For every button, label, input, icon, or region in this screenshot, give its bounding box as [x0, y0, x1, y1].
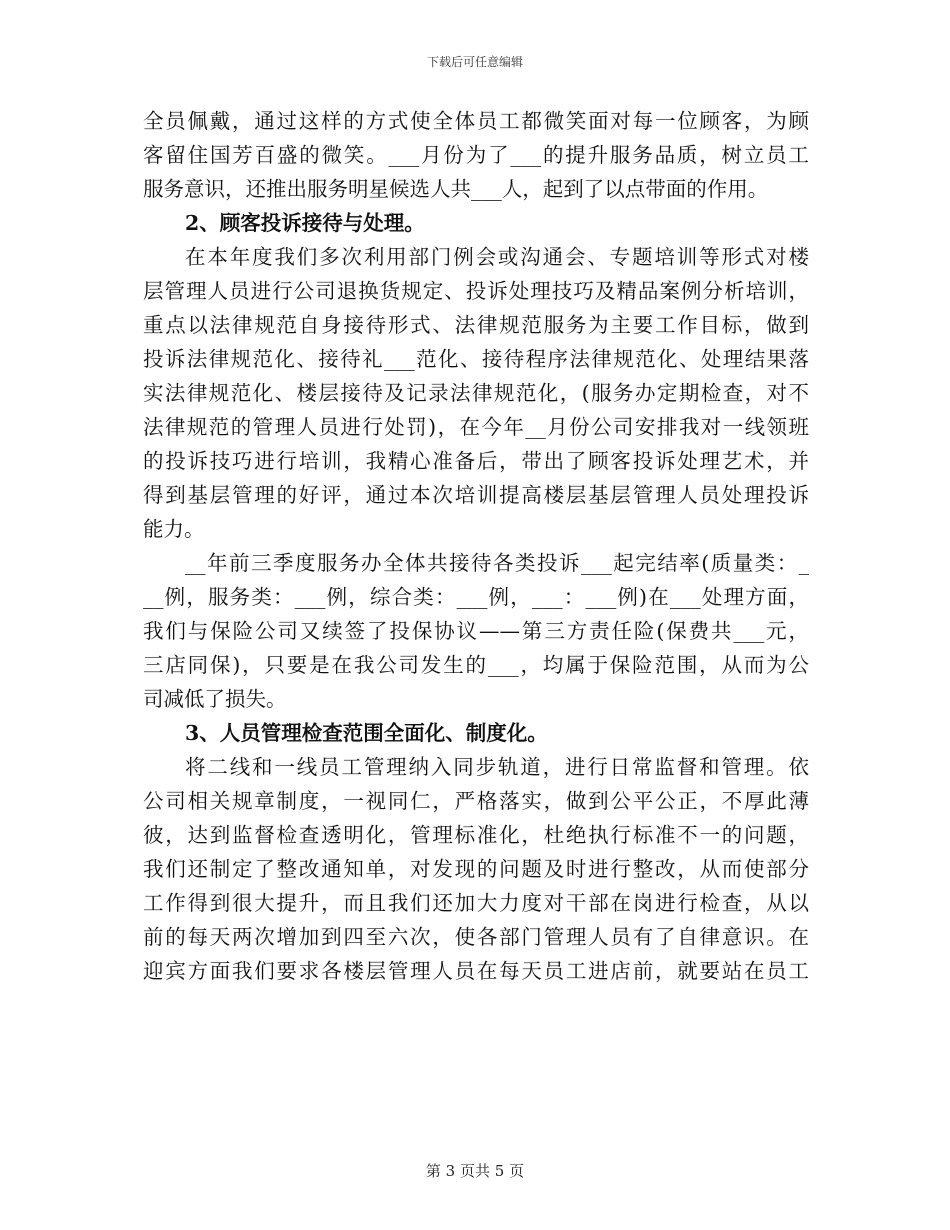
section-heading: 2、顾客投诉接待与处理。	[185, 211, 425, 235]
page-header: 下载后可任意编辑	[426, 55, 523, 69]
text-line: 彼，达到监督检查透明化，管理标准化，杜绝执行标准不一的问题，	[143, 823, 809, 847]
text-line: __年前三季度服务办全体共接待各类投诉___起完结率(质量类：_	[185, 551, 809, 575]
text-line: 将二线和一线员工管理纳入同步轨道，进行日常监督和管理。依	[185, 755, 809, 779]
text-line: 投诉法律规范化、接待礼___范化、接待程序法律规范化、处理结果落	[143, 347, 809, 371]
text-line: 能力。	[143, 517, 205, 541]
text-line: __例，服务类：___例，综合类：___例，___：___例)在___处理方面，	[143, 585, 809, 609]
text-line: 在本年度我们多次利用部门例会或沟通会、专题培训等形式对楼	[185, 245, 809, 269]
text-line: 我们与保险公司又续签了投保协议——第三方责任险(保费共___元，	[143, 619, 809, 643]
text-line: 客留住国芳百盛的微笑。___月份为了___的提升服务品质，树立员工	[143, 143, 809, 167]
text-line: 司减低了损失。	[143, 687, 287, 711]
page-footer: 第 3 页共 5 页	[425, 1162, 525, 1180]
text-line: 层管理人员进行公司退换货规定、投诉处理技巧及精品案例分析培训，	[143, 279, 809, 303]
document-body	[143, 104, 809, 988]
text-line: 法律规范的管理人员进行处罚)，在今年__月份公司安排我对一线领班	[143, 415, 809, 439]
text-line: 工作得到很大提升，而且我们还加大力度对干部在岗进行检查，从以	[143, 891, 809, 915]
text-line: 我们还制定了整改通知单，对发现的问题及时进行整改，从而使部分	[143, 857, 809, 881]
text-line: 公司相关规章制度，一视同仁，严格落实，做到公平公正，不厚此薄	[143, 789, 809, 813]
text-line: 三店同保)，只要是在我公司发生的___，均属于保险范围，从而为公	[143, 653, 809, 677]
text-line: 前的每天两次增加到四至六次，使各部门管理人员有了自律意识。在	[143, 925, 809, 949]
text-line: 服务意识，还推出服务明星候选人共___人，起到了以点带面的作用。	[143, 177, 769, 201]
text-line: 全员佩戴，通过这样的方式使全体员工都微笑面对每一位顾客，为顾	[143, 109, 809, 133]
section-heading: 3、人员管理检查范围全面化、制度化。	[185, 721, 548, 745]
text-line: 迎宾方面我们要求各楼层管理人员在每天员工进店前，就要站在员工	[143, 959, 809, 983]
text-line: 实法律规范化、楼层接待及记录法律规范化，(服务办定期检查，对不	[143, 381, 809, 405]
text-line: 重点以法律规范自身接待形式、法律规范服务为主要工作目标，做到	[143, 313, 809, 337]
text-line: 得到基层管理的好评，通过本次培训提高楼层基层管理人员处理投诉	[143, 483, 809, 507]
text-line: 的投诉技巧进行培训，我精心准备后，带出了顾客投诉处理艺术，并	[143, 449, 809, 473]
